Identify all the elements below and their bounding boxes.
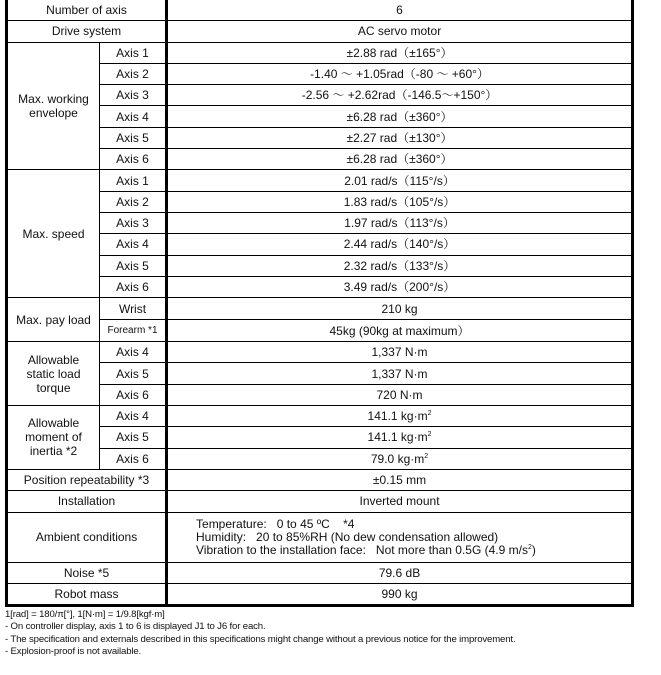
spec-value: 45kg (90kg at maximum） <box>167 320 633 342</box>
spec-value: -1.40 ～ +1.05rad（-80 ～ +60°） <box>167 63 633 84</box>
axis-label: Axis 3 <box>100 212 167 233</box>
table-row <box>7 0 633 21</box>
spec-value: 3.49 rad/s（200°/s） <box>167 276 633 297</box>
table-row <box>7 342 633 363</box>
table-row <box>7 320 633 342</box>
axis-label: Axis 5 <box>100 427 167 448</box>
spec-value: ±0.15 mm <box>167 469 633 490</box>
spec-value-text: 79.0 kg·m <box>370 451 425 466</box>
group-label-moment-of-inertia <box>7 406 100 470</box>
spec-value: 6 <box>167 0 633 21</box>
table-row <box>7 63 633 84</box>
table-row <box>7 406 633 427</box>
group-label-pay-load: Max. pay load <box>7 298 100 342</box>
footnote-spec-change: - The specification and externals described in this specifications might change without a previous notice for the improvement. <box>5 633 516 645</box>
spec-value <box>167 448 633 469</box>
table-row <box>7 469 633 490</box>
axis-label: Axis 6 <box>100 448 167 469</box>
group-label-text: Allowable moment of inertia *2 <box>25 416 82 459</box>
ambient-conditions-value <box>167 512 633 562</box>
table-row <box>7 191 633 212</box>
footnote-explosion-proof: - Explosion-proof is not available. <box>5 645 142 657</box>
group-label-static-load-torque <box>7 342 100 406</box>
axis-label: Axis 1 <box>100 42 167 63</box>
spec-value: ±2.88 rad（±165°） <box>167 42 633 63</box>
vibration-text: Vibration to the installation face: Not more than 0.5G (4.9 m/s <box>196 542 528 557</box>
table-row <box>7 298 633 320</box>
vibration-tail: ) <box>531 542 536 557</box>
table-row <box>7 85 633 106</box>
table-row <box>7 562 633 583</box>
axis-label: Axis 5 <box>100 255 167 276</box>
spec-value: 79.6 dB <box>167 562 633 583</box>
spec-label: Number of axis <box>7 0 167 21</box>
spec-label: Drive system <box>7 21 167 42</box>
axis-label: Forearm *1 <box>100 320 167 342</box>
table-row <box>7 583 633 605</box>
superscript: 2 <box>427 410 432 418</box>
spec-value: 720 N·m <box>167 384 633 405</box>
spec-label: Position repeatability *3 <box>7 469 167 490</box>
table-row <box>7 21 633 42</box>
spec-value: ±2.27 rad（±130°） <box>167 127 633 148</box>
ambient-line-humidity: Humidity: 20 to 85%RH (No dew condensation allowed) <box>196 529 499 544</box>
spec-value: Inverted mount <box>167 491 633 512</box>
axis-label: Axis 2 <box>100 63 167 84</box>
table-row <box>7 127 633 148</box>
superscript: 2 <box>424 452 429 460</box>
axis-label: Axis 4 <box>100 406 167 427</box>
axis-label: Axis 6 <box>100 384 167 405</box>
spec-label: Ambient conditions <box>7 512 167 562</box>
spec-value: 1,337 N·m <box>167 342 633 363</box>
group-label-text: Max. working envelope <box>18 91 89 120</box>
robot-spec-table <box>5 0 634 607</box>
axis-label: Axis 4 <box>100 234 167 255</box>
axis-label: Axis 6 <box>100 276 167 297</box>
footnote-controller-display: - On controller display, axis 1 to 6 is displayed J1 to J6 for each. <box>5 621 266 633</box>
group-label-max-speed: Max. speed <box>7 170 100 298</box>
table-row <box>7 427 633 448</box>
superscript: 2 <box>427 431 432 439</box>
spec-value <box>167 406 633 427</box>
spec-value: 210 kg <box>167 298 633 320</box>
spec-value: AC servo motor <box>167 21 633 42</box>
spec-value <box>167 427 633 448</box>
table-row <box>7 212 633 233</box>
table-row <box>7 255 633 276</box>
axis-label: Axis 5 <box>100 127 167 148</box>
spec-value: 2.44 rad/s（140°/s） <box>167 234 633 255</box>
spec-value: -2.56 ～ +2.62rad（-146.5～+150°） <box>167 85 633 106</box>
table-row <box>7 448 633 469</box>
axis-label: Axis 6 <box>100 149 167 170</box>
spec-value-text: 141.1 kg·m <box>367 430 428 445</box>
footnote-unit-conversion: 1[rad] = 180/π[°], 1[N·m] = 1/9.8[kgf·m] <box>5 609 165 620</box>
table-row <box>7 42 633 63</box>
spec-value: ±6.28 rad（±360°） <box>167 106 633 127</box>
spec-label: Robot mass <box>7 583 167 605</box>
spec-label: Installation <box>7 491 167 512</box>
spec-value-text: 141.1 kg·m <box>367 409 428 424</box>
spec-value: 1.83 rad/s（105°/s） <box>167 191 633 212</box>
axis-label: Axis 2 <box>100 191 167 212</box>
axis-label: Axis 4 <box>100 106 167 127</box>
spec-value: ±6.28 rad（±360°） <box>167 149 633 170</box>
table-row <box>7 149 633 170</box>
spec-value: 990 kg <box>167 583 633 605</box>
table-row <box>7 512 633 562</box>
table-row <box>7 234 633 255</box>
group-label-text: Allowable static load torque <box>26 352 81 395</box>
spec-value: 2.01 rad/s（115°/s） <box>167 170 633 191</box>
table-row <box>7 363 633 384</box>
footnotes <box>5 609 515 658</box>
table-row <box>7 276 633 297</box>
table-row <box>7 491 633 512</box>
axis-label: Axis 4 <box>100 342 167 363</box>
spec-label: Noise *5 <box>7 562 167 583</box>
spec-value: 2.32 rad/s（133°/s） <box>167 255 633 276</box>
ambient-line-temperature: Temperature: 0 to 45 ºC *4 <box>196 516 355 531</box>
table-row <box>7 106 633 127</box>
axis-label: Axis 3 <box>100 85 167 106</box>
group-label-working-envelope <box>7 42 100 170</box>
axis-label: Axis 5 <box>100 363 167 384</box>
table-row <box>7 170 633 191</box>
table-row <box>7 384 633 405</box>
superscript: 2 <box>527 543 532 551</box>
spec-value: 1,337 N·m <box>167 363 633 384</box>
axis-label: Axis 1 <box>100 170 167 191</box>
axis-label: Wrist <box>100 298 167 320</box>
spec-value: 1.97 rad/s（113°/s） <box>167 212 633 233</box>
ambient-line-vibration <box>196 544 631 557</box>
